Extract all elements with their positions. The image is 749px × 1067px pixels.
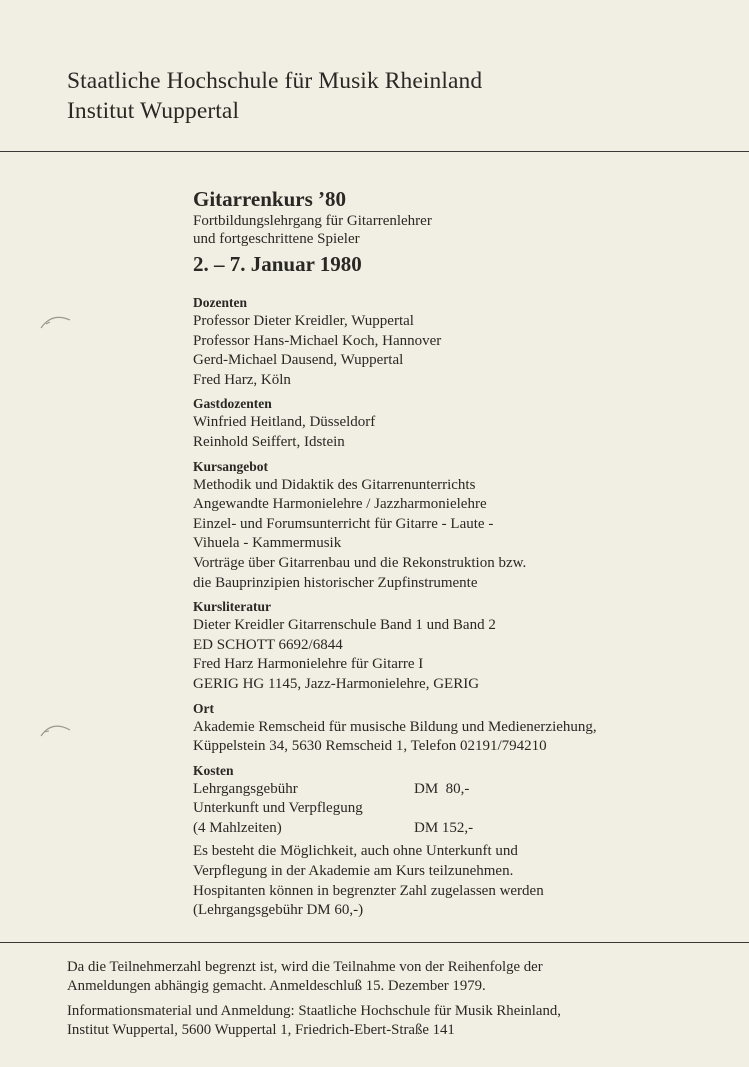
footer-line: Institut Wuppertal, 5600 Wuppertal 1, Friedrich-Ebert-Straße 141 [67, 1022, 455, 1038]
section-line: Fred Harz, Köln [193, 371, 291, 388]
section-line: GERIG HG 1145, Jazz-Harmonielehre, GERIG [193, 675, 480, 692]
section-line: Reinhold Seiffert, Idstein [193, 433, 345, 450]
registration-notice [67, 958, 687, 996]
section-kosten [193, 761, 723, 921]
section-line: Vorträge über Gitarrenbau und die Rekonstruktion bzw. [193, 554, 527, 571]
section-line: die Bauprinzipien historischer Zupfinstrumente [193, 574, 478, 591]
section-heading: Dozenten [193, 295, 247, 310]
section-kursangebot [193, 457, 723, 594]
institution-header [67, 66, 482, 126]
section-line: Dieter Kreidler Gitarrenschule Band 1 und Band 2 [193, 617, 496, 634]
section-line: Fred Harz Harmonielehre für Gitarre I [193, 656, 424, 673]
cost-row [193, 799, 473, 819]
section-gastdozenten [193, 394, 723, 452]
subtitle-line: Fortbildungslehrgang für Gitarrenlehrer [193, 213, 432, 229]
footer-line: Da die Teilnehmerzahl begrenzt ist, wird die Teilnahme von der Reihenfolge der [67, 959, 543, 975]
section-line: Küppelstein 34, 5630 Remscheid 1, Telefon 02191/794210 [193, 738, 547, 755]
course-title: Gitarrenkurs ’80 [193, 187, 347, 211]
section-line: Gerd-Michael Dausend, Wuppertal [193, 352, 404, 369]
note-line: Hospitanten können in begrenzter Zahl zugelassen werden [193, 882, 544, 899]
cost-amount: DM 80,- [414, 780, 470, 797]
cost-note [193, 842, 723, 920]
bottom-divider [0, 942, 749, 943]
note-line: Es besteht die Möglichkeit, auch ohne Unterkunft und [193, 843, 518, 860]
section-line: Winfried Heitland, Düsseldorf [193, 414, 376, 431]
section-line: Akademie Remscheid für musische Bildung und Medienerziehung, [193, 718, 597, 735]
cost-row [193, 819, 473, 839]
footer-line: Anmeldungen abhängig gemacht. Anmeldeschluß 15. Dezember 1979. [67, 978, 486, 994]
institute-location: Institut Wuppertal [67, 98, 240, 124]
section-line: Angewandte Harmonielehre / Jazzharmonielehre [193, 496, 487, 513]
footer-line: Informationsmaterial und Anmeldung: Staatliche Hochschule für Musik Rheinland, [67, 1003, 561, 1019]
section-dozenten [193, 293, 723, 390]
contact-address [67, 1002, 687, 1040]
section-heading: Gastdozenten [193, 396, 272, 412]
institution-name: Staatliche Hochschule für Musik Rheinland [67, 68, 483, 94]
section-heading: Ort [193, 700, 214, 716]
cost-label: Unterkunft und Verpflegung [193, 800, 363, 817]
section-line: Professor Dieter Kreidler, Wuppertal [193, 313, 414, 329]
paper-mark-top [38, 306, 74, 332]
section-line: Einzel- und Forumsunterricht für Gitarre - Laute - [193, 515, 494, 532]
section-ort [193, 699, 723, 757]
section-heading: Kursliteratur [193, 599, 271, 615]
course-subtitle [193, 212, 723, 248]
cost-amount [414, 799, 473, 819]
top-divider [0, 151, 749, 152]
cost-amount: DM 152,- [414, 819, 474, 836]
note-line: Verpflegung in der Akademie am Kurs teilzunehmen. [193, 863, 514, 880]
course-announcement [193, 186, 723, 925]
paper-mark-bottom [38, 716, 74, 742]
cost-label: Lehrgangsgebühr [193, 780, 298, 797]
section-line: Professor Hans-Michael Koch, Hannover [193, 332, 442, 349]
section-line: Vihuela - Kammermusik [193, 535, 342, 552]
section-line: Methodik und Didaktik des Gitarrenunterrichts [193, 476, 476, 493]
note-line: (Lehrgangsgebühr DM 60,-) [193, 902, 364, 919]
section-heading: Kosten [193, 762, 234, 778]
section-kursliteratur [193, 597, 723, 694]
section-heading: Kursangebot [193, 458, 269, 474]
subtitle-line: und fortgeschrittene Spieler [193, 231, 360, 247]
registration-info [67, 958, 687, 1046]
cost-table [193, 780, 473, 839]
section-line: ED SCHOTT 6692/6844 [193, 636, 343, 653]
course-date: 2. – 7. Januar 1980 [193, 252, 362, 276]
cost-row [193, 780, 473, 800]
cost-label: (4 Mahlzeiten) [193, 819, 282, 836]
